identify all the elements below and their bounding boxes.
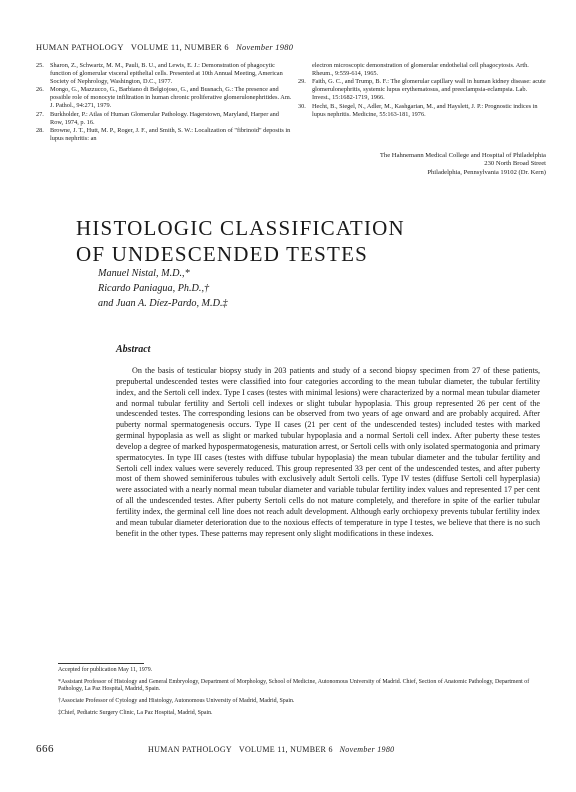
reference-entry — [298, 78, 546, 102]
references-left-column — [36, 62, 292, 143]
running-foot-journal: HUMAN PATHOLOGY — [148, 745, 232, 754]
reference-entry — [36, 62, 292, 86]
reference-continuation — [298, 62, 546, 78]
reference-entry — [36, 127, 292, 143]
footnote-divider — [58, 663, 144, 664]
running-foot — [148, 745, 548, 754]
reference-entry — [298, 103, 546, 119]
footnote-author-2: †Associate Professor of Cytology and Histology, Autonomous University of Madrid, Madrid, Spain. — [58, 697, 295, 704]
running-foot-volume: VOLUME 11, NUMBER 6 — [238, 745, 333, 754]
page-number: 666 — [36, 743, 54, 755]
reference-number: 26. — [36, 86, 44, 94]
reference-entry — [36, 86, 292, 110]
abstract-heading: Abstract — [116, 344, 151, 355]
author: Ricardo Paniagua, Ph.D.,† — [98, 283, 210, 295]
article-title-line-1: HISTOLOGIC CLASSIFICATION — [76, 216, 405, 240]
reference-number: 30. — [298, 102, 306, 110]
affiliation-line: The Hahnemann Medical College and Hospital of Philadelphia — [379, 152, 546, 159]
footnotes — [58, 667, 544, 721]
article-title — [76, 215, 536, 267]
running-foot-date: November 1980 — [339, 745, 395, 754]
running-head-volume: VOLUME 11, NUMBER 6 — [130, 43, 229, 52]
affiliation-line: Philadelphia, Pennsylvania 19102 (Dr. Kern) — [427, 168, 546, 176]
running-head — [36, 43, 546, 52]
reference-number: 29. — [298, 78, 306, 86]
footnote-accepted: Accepted for publication May 11, 1979. — [58, 667, 153, 673]
reference-text: Sharon, Z., Schwartz, M. M., Pauli, B. U., and Lewis, E. J.: Demonstration of phagocytic function of glomerular visceral epithelial cells. Presented at 10th Annual Meeting, American Society of Nephrology, Washington, D.C., 1977. — [50, 62, 283, 85]
reference-text: Hecht, B., Siegel, N., Adler, M., Kashgarian, M., and Hayslett, J. P.: Prognostic indices in lupus nephritis. Medicine, 55:163-181, 1976. — [312, 102, 538, 118]
running-head-journal: HUMAN PATHOLOGY — [36, 43, 124, 52]
previous-article-affiliation — [296, 152, 546, 177]
author: Manuel Nistal, M.D.,* — [98, 268, 190, 279]
footnote-author-1: *Assistant Professor of Histology and General Embryology, Department of Morphology, School of Medicine, Autonomous University of Madrid. Chief, Section of Anatomic Pathology, Department of Pathology, La Paz Hospital, Madrid, Spain. — [58, 678, 530, 693]
footnote-author-3: ‡Chief, Pediatric Surgery Clinic, La Paz Hospital, Madrid, Spain. — [58, 709, 213, 716]
reference-entry — [36, 111, 292, 127]
reference-text: Faith, G. C., and Trump, B. F.: The glomerular capillary wall in human kidney disease: acute glomerulonephritis, systemic lupus erythematosus, and preeclampsia-eclampsia. Lab. Invest., 15:1682-1719, 1966. — [312, 78, 546, 102]
reference-text: electron microscopic demonstration of glomerular endothelial cell phagocytosis. Arth. Rheum., 9:559-614, 1965. — [312, 62, 529, 77]
author: and Juan A. Díez-Pardo, M.D.‡ — [98, 298, 228, 310]
references-right-column — [298, 62, 546, 119]
reference-number: 27. — [36, 110, 44, 118]
author-list — [98, 266, 398, 312]
affiliation-line: 230 North Broad Street — [484, 160, 546, 168]
reference-text: Mongo, G., Mazzucco, G., Barbiano di Belgiojoso, G., and Busnach, G.: The presence and possible role of monocyte infiltration in human chronic proliferative glomerulonephritides. Am. J. Pathol., 94:271, 1979. — [50, 86, 292, 110]
reference-number: 28. — [36, 127, 44, 135]
reference-text: Burkholder, P.: Atlas of Human Glomerular Pathology. Hagerstown, Maryland, Harper and Row, 1974, p. 16. — [50, 110, 279, 126]
reference-number: 25. — [36, 62, 44, 69]
running-head-date: November 1980 — [236, 43, 294, 52]
abstract-body: On the basis of testicular biopsy study in 203 patients and study of a second biopsy specimen from 27 of these patients, prepubertal undescended testes were classified into four categories according to the mean tubular diameter, the tubular fertility index, and the Sertoli cell index. Type I cases (testes with minimal lesions) were characterized by a normal mean tubular diameter and normal tubular fertility and Sertoli cell indexes or slight tubular hypoplasia. This group represented 26 per cent of the undescended testes. The corresponding lesions can be observed from two years of age onward and are probably acquired. After puberty normal spermatogenesis occurs. Type II cases (21 per cent of the undescended testes) included testes with marked germinal hypoplasia as well as slight or marked tubular hypoplasia and a normal Sertoli cell index. After puberty these testes develop a degree of marked hypospermatogenesis, maturation arrest, or Sertoli cells with only isolated spermatogonia and primary spermatocytes. In type III cases (testes with diffuse tubular hypoplasia) the mean tubular diameter and the tubular fertility and Sertoli cell index values were severely reduced. This group represented 33 per cent of the undescended testes, and after puberty most of them showed seminiferous tubules with exclusively adult Sertoli cells. Type IV testes (diffuse Sertoli cell hyperplasia) were associated with a nearly normal mean tubular diameter and variable tubular fertility index values and represented 17 per cent of all the undescended testes. After puberty Sertoli cells do not mature completely, and therefore in spite of the earlier tubular fertility index, the germinal cell line does not reach adult development. Although early orchiopexy prevents tubular fertility index and mean tubular diameter deterioration due to the noxious effects of temperature in type I testes, we believe that there is no such benefit in the other types. These patterns may represent only slight modifications in these indexes. — [116, 366, 540, 538]
reference-text: Browne, J. T., Hutt, M. P., Roger, J. F., and Smith, S. W.: Localization of "fibrinoid" deposits in lupus nephritis: an — [50, 127, 291, 142]
article-title-line-2: OF UNDESCENDED TESTES — [76, 242, 368, 266]
